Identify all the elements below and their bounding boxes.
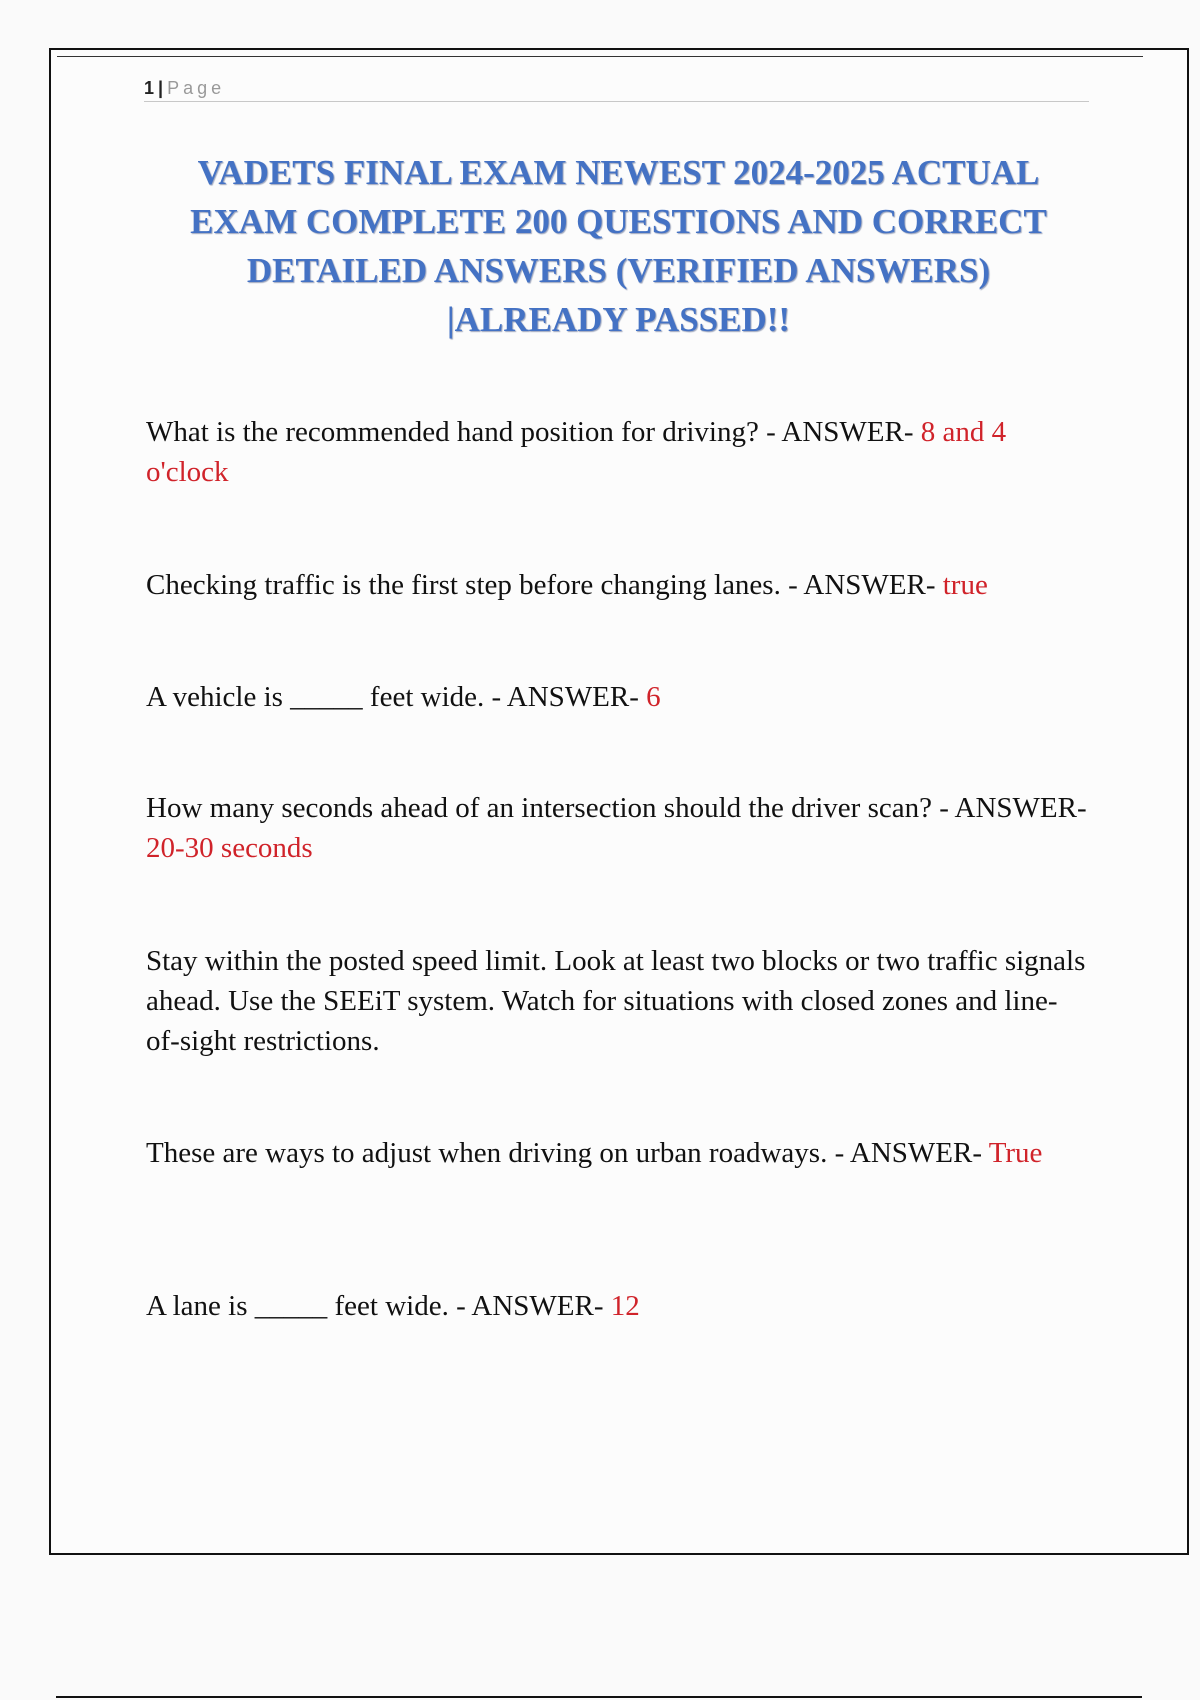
qa-item: [146, 1286, 1091, 1326]
page-separator: |: [158, 78, 164, 98]
top-rule: [57, 56, 1143, 57]
question-text: A vehicle is _____ feet wide. - ANSWER-: [146, 681, 647, 713]
document-page: [49, 48, 1189, 1555]
page-number: 1: [144, 78, 155, 98]
question-text: Checking traffic is the first step before changing lanes. - ANSWER-: [146, 569, 943, 601]
qa-item: [146, 565, 1091, 605]
answer-text: 8 and 4 o'clock: [146, 416, 1007, 488]
qa-item: [146, 788, 1091, 868]
qa-item: [146, 941, 1091, 1061]
question-text: How many seconds ahead of an intersection should the driver scan? - ANSWER-: [146, 792, 1087, 824]
question-text: A lane is _____ feet wide. - ANSWER-: [146, 1290, 611, 1322]
answer-text: true: [942, 569, 988, 601]
answer-text: True: [988, 1137, 1043, 1169]
answer-text: 12: [610, 1290, 640, 1322]
bottom-rule: [56, 1696, 1142, 1698]
page-header: [144, 75, 1089, 102]
qa-item: [146, 412, 1091, 492]
document-title: VADETS FINAL EXAM NEWEST 2024-2025 ACTUAL EXAM COMPLETE 200 QUESTIONS AND CORRECT DETAILED ANSWERS (VERIFIED ANSWERS) |ALREADY PASSED!!: [190, 153, 1047, 339]
answer-text: 20-30 seconds: [146, 832, 313, 864]
question-text: These are ways to adjust when driving on urban roadways. - ANSWER-: [146, 1137, 989, 1169]
answer-text: 6: [646, 681, 661, 713]
page-label: Page: [167, 78, 226, 98]
qa-item: [146, 1133, 1091, 1173]
question-text: What is the recommended hand position for driving? - ANSWER-: [146, 416, 921, 448]
qa-item: [146, 677, 1091, 717]
question-text: Stay within the posted speed limit. Look at least two blocks or two traffic signals ahead. Use the SEEiT system. Watch for situations with closed zones and line-of-sight restrictions.: [146, 945, 1086, 1057]
